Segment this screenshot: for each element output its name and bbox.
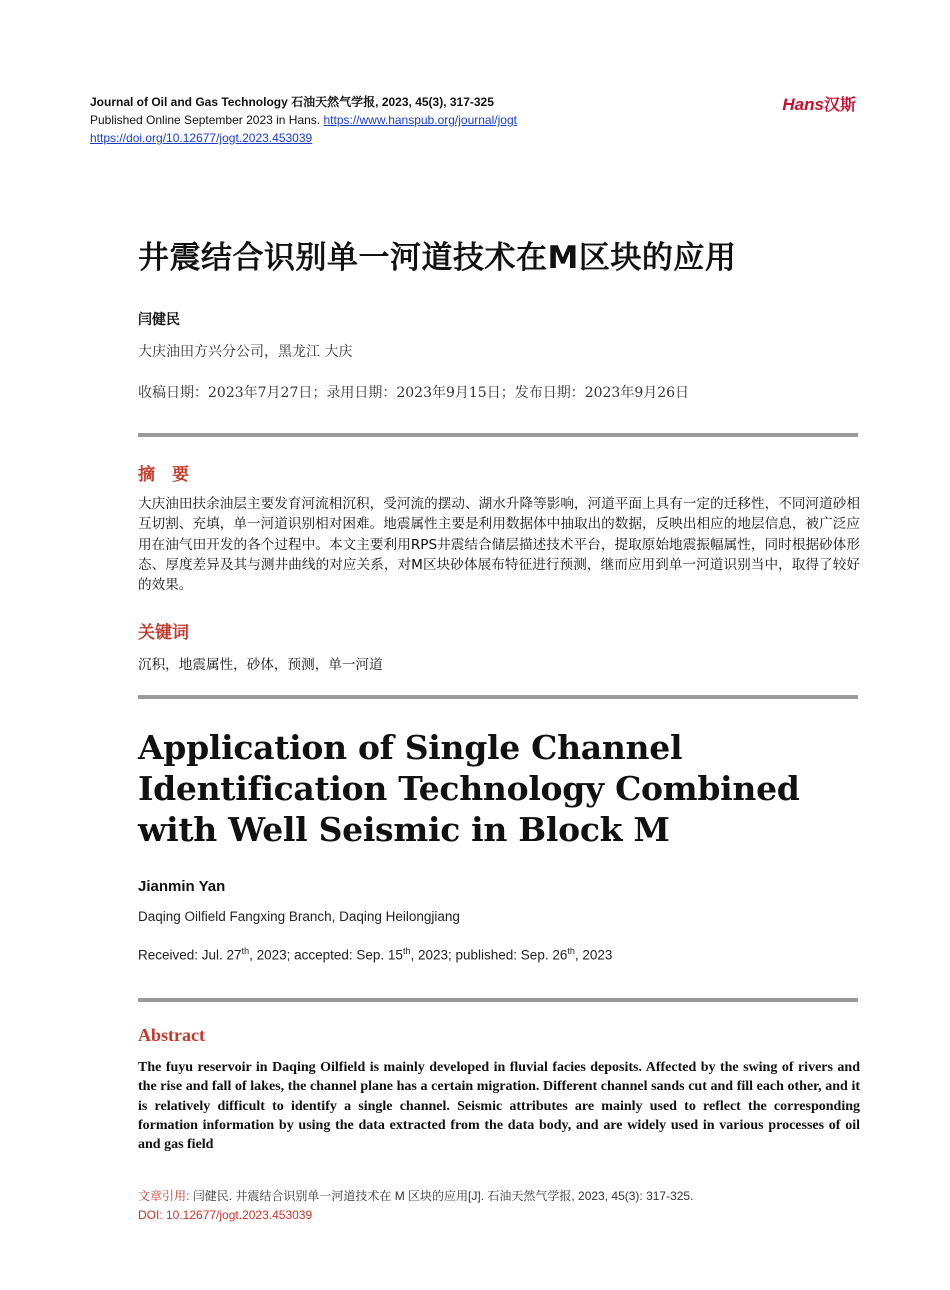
doi-link[interactable]: https://doi.org/10.12677/jogt.2023.453039 [90, 131, 313, 145]
journal-name: Journal of Oil and Gas Technology [90, 95, 288, 109]
divider [138, 695, 858, 699]
en-dates: Received: Jul. 27th, 2023; accepted: Sep. 15th, 2023; published: Sep. 26th, 2023 [138, 946, 613, 963]
cn-author: 闫健民 [138, 312, 180, 328]
citation-text: 闫健民. 井震结合识别单一河道技术在 M 区块的应用[J]. 石油天然气学报, 2023, 45(3): 317-325. [192, 1189, 694, 1203]
cn-affiliation: 大庆油田方兴分公司，黑龙江 大庆 [138, 344, 353, 360]
divider [138, 998, 858, 1002]
hans-logo [782, 92, 856, 115]
en-title: Application of Single Channel Identification Technology Combined with Well Seismic in Block M [138, 728, 800, 849]
journal-url-link[interactable]: https://www.hanspub.org/journal/jogt [323, 113, 517, 127]
en-abstract-heading: Abstract [138, 1025, 205, 1045]
journal-header [90, 93, 517, 147]
en-abstract: The fuyu reservoir in Daqing Oilfield is mainly developed in fluvial facies deposits. Affected by the swing of rivers and the rise and fall of lakes, the channel plane has a certain migration. Different channel sands cut and fill each other, and it is relatively difficult to identify a single channel. Seismic attributes are mainly used to reflect the corresponding formation information by using the data extracted from the data body, and are widely used in various processes of oil and gas field [138, 1060, 860, 1153]
divider [138, 433, 858, 437]
citation-label: 文章引用: [138, 1189, 190, 1203]
cn-abstract: 大庆油田扶余油层主要发育河流相沉积，受河流的摆动、湖水升降等影响，河道平面上具有一定的迁移性，不同河道砂相互切割、充填，单一河道识别相对困难。地震属性主要是利用数据体中抽取出的数据，反映出相应的地层信息，被广泛应用在油气田开发的各个过程中。本文主要利用RPS井震结合储层描述技术平台，提取原始地震振幅属性，同时根据砂体形态、厚度差异及其与测井曲线的对应关系，对M区块砂体展布特征进行预测，继而应用到单一河道识别当中，取得了较好的效果。 [138, 496, 860, 594]
journal-cn-info: 石油天然气学报, 2023, 45(3), 317-325 [291, 95, 494, 109]
citation-doi: DOI: 10.12677/jogt.2023.453039 [138, 1208, 313, 1222]
cn-keywords: 沉积，地震属性，砂体，预测，单一河道 [138, 657, 383, 673]
hans-logo-cn: 汉斯 [823, 97, 856, 114]
en-author: Jianmin Yan [138, 878, 226, 895]
cn-keywords-heading: 关键词 [138, 623, 189, 643]
cn-dates: 收稿日期：2023年7月27日；录用日期：2023年9月15日；发布日期：2023年9月26日 [138, 385, 690, 401]
citation-footer [138, 1187, 693, 1225]
cn-abstract-heading: 摘 要 [138, 465, 189, 485]
published-note: Published Online September 2023 in Hans. [90, 113, 321, 127]
en-affiliation: Daqing Oilfield Fangxing Branch, Daqing Heilongjiang [138, 909, 460, 924]
cn-title: 井震结合识别单一河道技术在M区块的应用 [138, 240, 737, 276]
hans-logo-latin: Hans [782, 95, 824, 114]
